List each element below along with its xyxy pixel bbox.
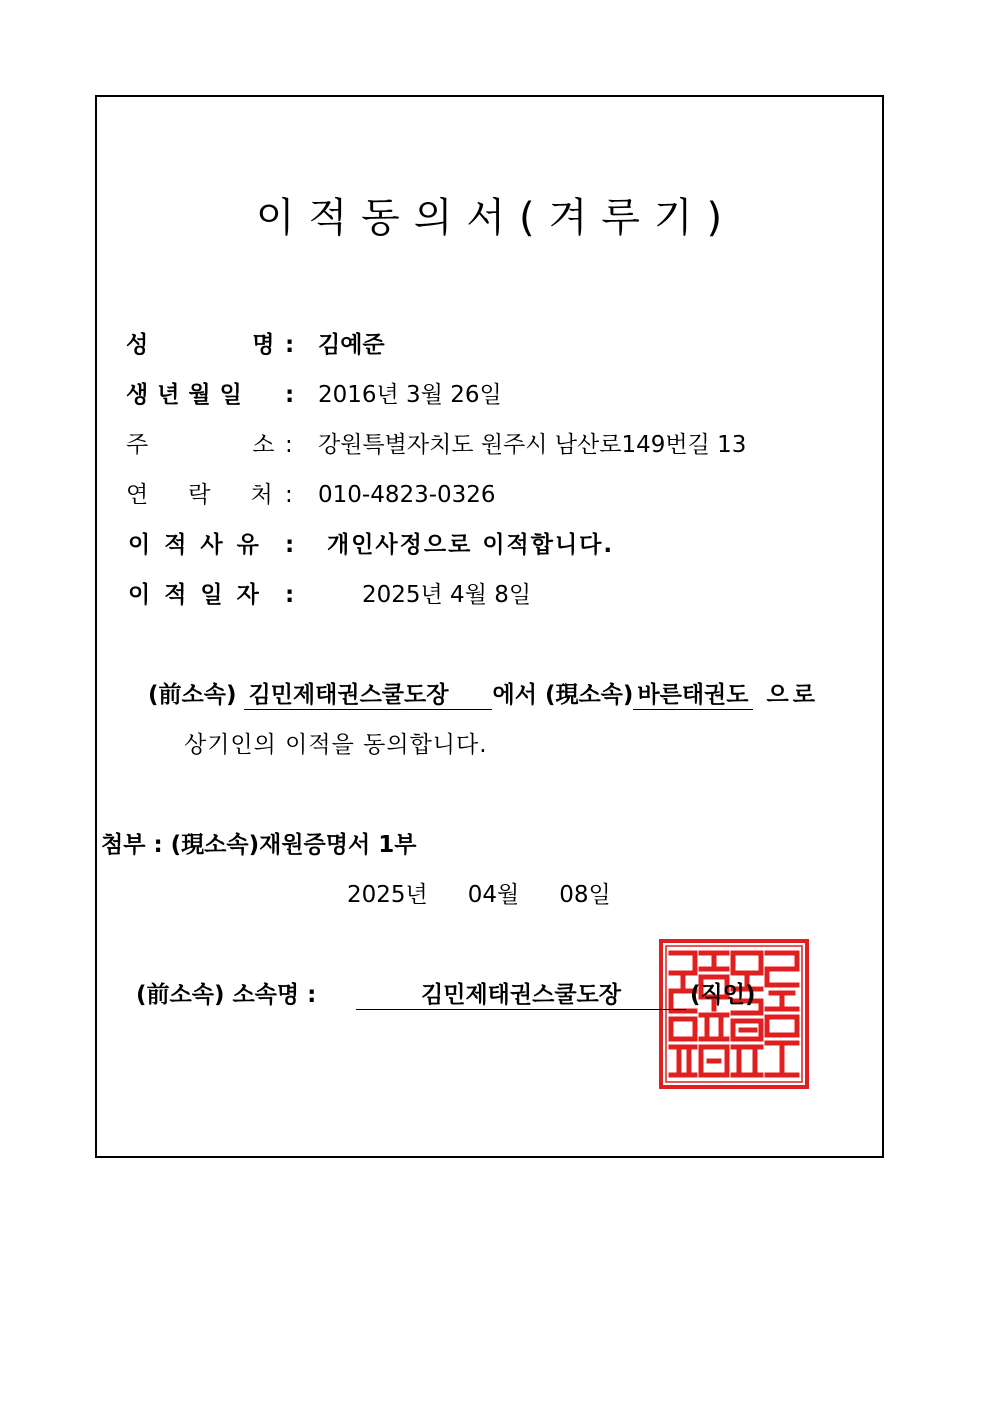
field-colon: : [285, 332, 295, 358]
field-colon: : [285, 582, 295, 608]
document-date [347, 880, 611, 910]
field-label-birthdate: 생년월일 [126, 382, 251, 408]
field-colon: : [285, 532, 295, 558]
field-colon: : [285, 432, 293, 458]
field-value-name: 김예준 [318, 332, 385, 358]
official-seal [659, 939, 809, 1089]
field-value-birthdate: 2016년 3월 26일 [318, 382, 502, 408]
seal-mark: (직인) [690, 982, 756, 1008]
field-value-reason: 개인사정으로 이적합니다. [327, 532, 615, 558]
field-label-reason: 이적사유 [128, 532, 273, 558]
consent-text: 상기인의 이적을 동의합니다. [184, 732, 488, 758]
prev-affiliation-prefix: (前소속) [148, 682, 237, 708]
curr-affiliation-prefix: (現소속) [544, 682, 634, 708]
date-day: 08일 [559, 882, 611, 908]
date-year: 2025년 [347, 882, 428, 908]
prev-affiliation-name: 김민제태권스쿨도장 [244, 681, 492, 710]
curr-affiliation-name: 바른태권도 [633, 681, 752, 710]
field-value-contact: 010-4823-0326 [318, 482, 496, 508]
field-label-contact: 연 락 처 [126, 482, 273, 508]
from-word: 에서 [492, 682, 537, 708]
signature-name: 김민제태권스쿨도장 [421, 982, 621, 1008]
field-value-address: 강원특별자치도 원주시 남산로149번길 13 [318, 432, 747, 458]
field-value-transfer-date: 2025년 4월 8일 [362, 582, 532, 608]
field-label-name: 성 명 [126, 332, 275, 358]
transfer-statement [148, 680, 819, 710]
field-colon: : [285, 382, 295, 408]
attachment-note: 첨부 : (現소속)재원증명서 1부 [101, 832, 417, 858]
field-label-transfer-date: 이적일자 [128, 582, 273, 608]
date-month: 04월 [467, 882, 520, 908]
to-word: 으로 [766, 682, 819, 708]
signature-prefix: (前소속) 소속명 : [136, 982, 317, 1008]
field-label-address: 주 소 [126, 432, 275, 458]
document-title: 이적동의서(겨루기) [255, 195, 737, 241]
field-colon: : [285, 482, 293, 508]
